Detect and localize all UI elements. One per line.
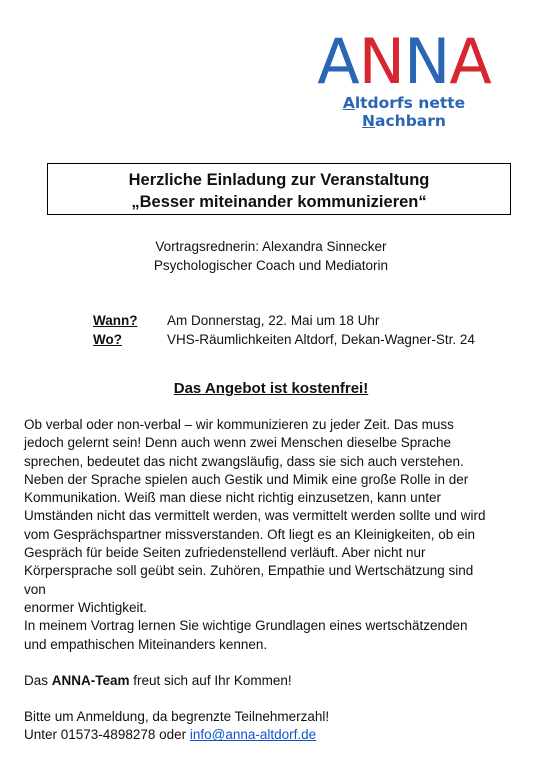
body-line: Ob verbal oder non-verbal – wir kommunizieren zu jeder Zeit. Das muss [24, 417, 454, 432]
event-title-line2: „Besser miteinander kommunizieren“ [131, 193, 427, 211]
body-line: Gespräch für beide Seiten zufriedenstellend verläuft. Aber nicht nur [24, 545, 426, 561]
logo-letter: N [404, 25, 450, 98]
body-line: Kommunikation. Weiß man diese nicht richtig einzusetzen, kann unter [24, 490, 441, 506]
speaker-name: Vortragsrednerin: Alexandra Sinnecker [155, 239, 387, 254]
body-line: enormer Wichtigkeit. [24, 599, 148, 615]
body-line: Umständen nicht das vermittelt werden, was vermittelt werden sollte und wird [24, 508, 486, 524]
logo-letter: A [449, 25, 491, 98]
speaker-info [0, 237, 542, 275]
detail-value: Am Donnerstag, 22. Mai um 18 Uhr [167, 313, 380, 328]
logo-letter: A [317, 25, 359, 98]
logo-wordmark [304, 25, 504, 98]
event-details [93, 311, 475, 349]
detail-value: VHS-Räumlichkeiten Altdorf, Dekan-Wagner-Str. 24 [167, 332, 475, 347]
body-line: Körpersprache soll geübt sein. Zuhören, Empathie und Wertschätzung sind [24, 563, 474, 579]
logo-letter: N [358, 25, 404, 98]
email-link[interactable]: info@anna-altdorf.de [189, 727, 317, 743]
body-line: und empathischen Miteinanders kennen. [24, 636, 268, 652]
detail-label: Wann? [93, 313, 138, 328]
team-name: ANNA-Team [51, 672, 130, 688]
detail-where [93, 330, 475, 349]
body-line: vom Gesprächspartner missverstanden. Oft liegt es an Kleinigkeiten, ob ein [24, 526, 475, 542]
event-title-box [47, 163, 511, 215]
detail-label: Wo? [93, 332, 122, 347]
body-line: von [24, 581, 46, 597]
speaker-role: Psychologischer Coach und Mediatorin [153, 258, 389, 273]
registration-note: Bitte um Anmeldung, da begrenzte Teilnehmerzahl! [24, 709, 330, 725]
body-line: jedoch gelernt sein! Denn auch wenn zwei Menschen dieselbe Sprache [24, 435, 452, 451]
logo-tagline: Altdorfs nette Nachbarn [342, 94, 466, 130]
contact-line: Unter 01573-4898278 oder info@anna-altdorf.de [24, 727, 317, 743]
body-line: In meinem Vortrag lernen Sie wichtige Grundlagen eines wertschätzenden [24, 618, 468, 634]
anna-logo [304, 25, 504, 130]
detail-when [93, 311, 475, 330]
body-line: sprechen, bedeutet das nicht zwangsläufig, dass sie sich auch verstehen. [24, 453, 464, 469]
team-line: Das ANNA-Team freut sich auf Ihr Kommen! [24, 672, 292, 688]
event-title-line1: Herzliche Einladung zur Veranstaltung [128, 171, 430, 189]
free-offer-heading: Das Angebot ist kostenfrei! [173, 380, 369, 397]
body-line: Neben der Sprache spielen auch Gestik und Mimik eine große Rolle in der [24, 471, 469, 487]
body-text [24, 416, 519, 745]
